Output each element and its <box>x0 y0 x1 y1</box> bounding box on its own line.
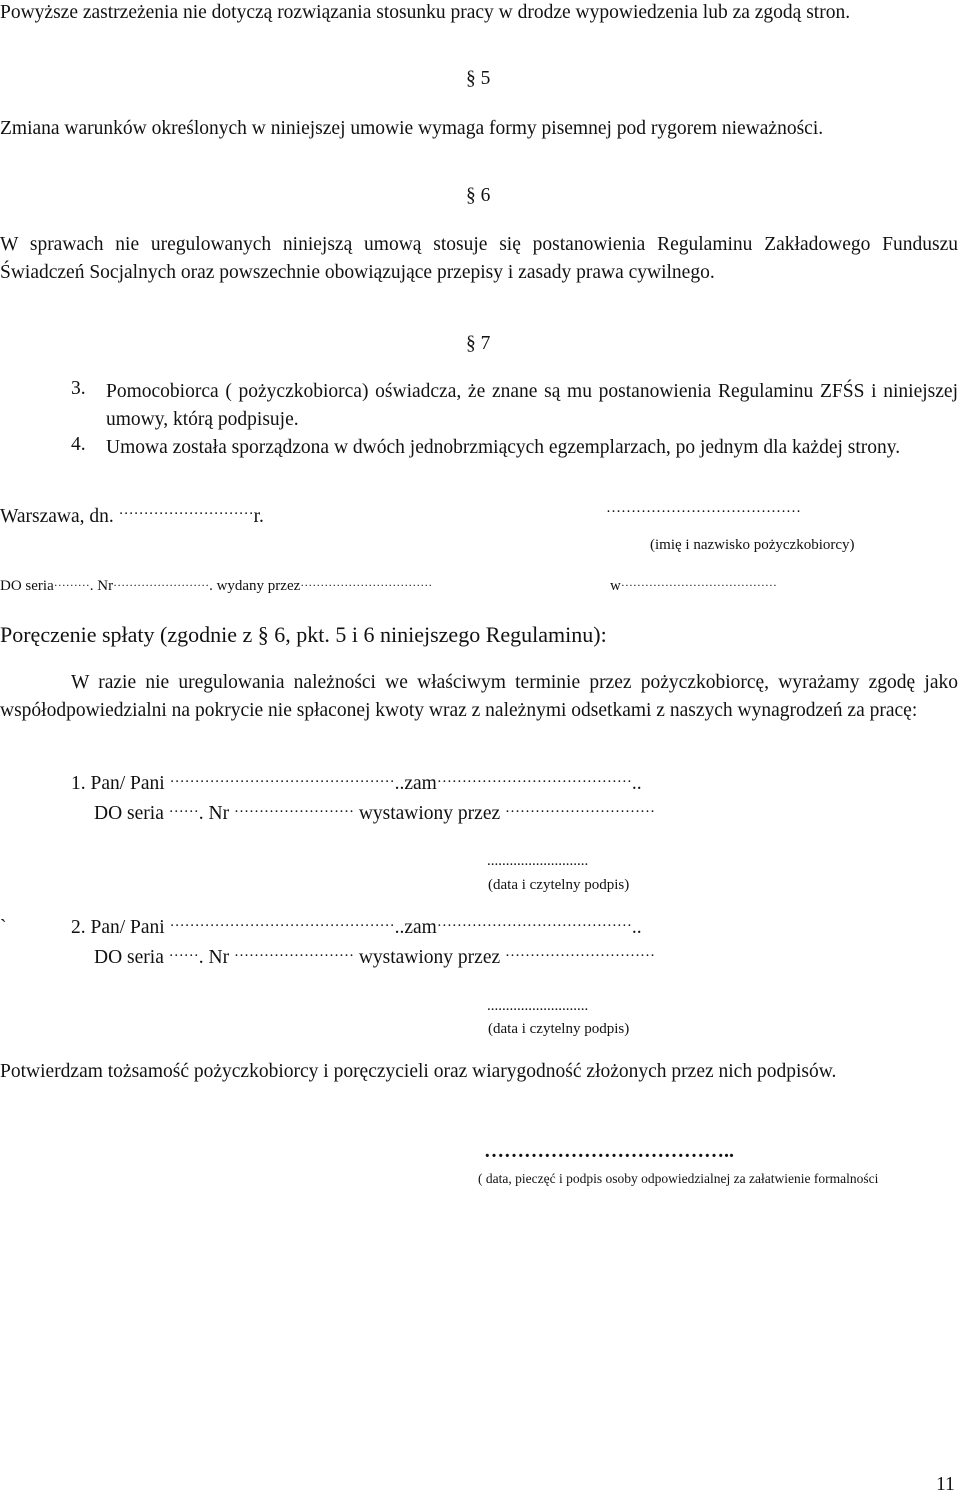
do-seria-dots: …… <box>168 944 199 960</box>
place-label: Warszawa, dn. <box>0 506 114 527</box>
guarantor-name-dots: ……………………………………… <box>169 914 395 930</box>
place-date-line <box>0 502 264 528</box>
issued-by-label: wystawiony przez <box>358 803 501 824</box>
official-signature-dots: ……………………………….. <box>484 1140 734 1162</box>
w-label: w <box>610 578 621 594</box>
zam-label: ..zam <box>394 917 437 938</box>
do-seria-label: DO seria <box>0 578 54 594</box>
borrower-signature-caption: (imię i nazwisko pożyczkobiorcy) <box>650 537 855 553</box>
guarantor-2-sign-dots: ........................... <box>487 998 589 1014</box>
nr-label: . Nr <box>198 803 230 824</box>
guarantor-2-name-line <box>71 914 642 939</box>
do-seria-dots: ……… <box>53 575 90 589</box>
section-5-heading: § 5 <box>466 68 491 89</box>
guarantor-1-sign-dots: ........................... <box>487 853 589 869</box>
guarantor-label: 2. Pan/ Pani <box>71 917 165 938</box>
guarantor-1-id-line <box>94 800 656 825</box>
zam-label: ..zam <box>394 773 437 794</box>
w-dots: ………………………………… <box>620 575 777 589</box>
issued-by-label: . wydany przez <box>209 578 301 594</box>
date-dots: ……………………… <box>118 502 254 518</box>
line-end: .. <box>631 773 642 794</box>
guarantor-label: 1. Pan/ Pani <box>71 773 165 794</box>
guarantor-2-id-line <box>94 944 656 969</box>
list-item-number: 4. <box>71 434 86 455</box>
list-item-number: 3. <box>71 378 86 399</box>
issued-by-dots: ………………………… <box>505 944 656 960</box>
guarantor-name-dots: ……………………………………… <box>169 770 395 786</box>
page-number: 11 <box>936 1474 955 1495</box>
address-dots: ………………………………… <box>436 770 632 786</box>
nr-dots: …………………… <box>233 944 354 960</box>
line-end: .. <box>631 917 642 938</box>
borrower-signature-dots: ………………………………… <box>606 500 801 516</box>
section-6-text: W sprawach nie uregulowanych niniejszą umową stosuje się postanowienia Regulaminu Zakładowego Funduszu Świadczeń Socjalnych oraz powszechnie obowiązujące przepisy i zasady prawa cywilnego. <box>0 234 958 283</box>
do-seria-label: DO seria <box>94 947 164 968</box>
issued-by-label: wystawiony przez <box>358 947 501 968</box>
list-item-text: Pomocobiorca ( pożyczkobiorca) oświadcza, że znane są mu postanowienia Regulaminu ZFŚS i niniejszej umowy, którą podpisuje. <box>106 381 958 430</box>
guarantor-1-sign-caption: (data i czytelny podpis) <box>488 877 630 893</box>
guarantor-2-sign-caption: (data i czytelny podpis) <box>488 1021 630 1037</box>
section-4-tail: Powyższe zastrzeżenia nie dotyczą rozwiązania stosunku pracy w drodze wypowiedzenia lub za zgodą stron. <box>0 2 851 23</box>
nr-label: . Nr <box>89 578 114 594</box>
nr-dots: …………………… <box>233 800 354 816</box>
guarantor-1-name-line <box>71 770 642 795</box>
do-seria-dots: …… <box>168 800 199 816</box>
issued-place <box>610 575 777 595</box>
guarantee-text: W razie nie uregulowania należności we właściwym terminie przez pożyczkobiorcę, wyrażamy zgodę jako współodpowiedzialni na pokrycie nie spłaconej kwoty wraz z należnymi odsetkami z naszych wynagrodzeń za pracę: <box>0 672 958 721</box>
stray-mark: ` <box>0 917 7 938</box>
address-dots: ………………………………… <box>436 914 632 930</box>
guarantee-title: Poręczenie spłaty (zgodnie z § 6, pkt. 5 i 6 niniejszego Regulaminu): <box>0 622 607 647</box>
confirmation-text: Potwierdzam tożsamość pożyczkobiorcy i poręczycieli oraz wiarygodność złożonych przez nich podpisów. <box>0 1061 837 1082</box>
date-suffix: r. <box>253 506 264 527</box>
section-5-text: Zmiana warunków określonych w niniejszej umowie wymaga formy pisemnej pod rygorem nieważności. <box>0 118 824 139</box>
section-7-heading: § 7 <box>466 333 491 354</box>
official-signature-caption: ( data, pieczęć i podpis osoby odpowiedzialnej za załatwienie formalności <box>478 1171 879 1186</box>
do-seria-label: DO seria <box>94 803 164 824</box>
issued-by-dots: ………………………… <box>505 800 656 816</box>
borrower-id-line <box>0 575 433 595</box>
nr-label: . Nr <box>198 947 230 968</box>
issued-by-dots: …………………………… <box>300 575 433 589</box>
section-6-heading: § 6 <box>466 185 491 206</box>
nr-dots: …………………… <box>113 575 210 589</box>
list-item-text: Umowa została sporządzona w dwóch jednobrzmiących egzemplarzach, po jednym dla każdej strony. <box>106 437 901 458</box>
